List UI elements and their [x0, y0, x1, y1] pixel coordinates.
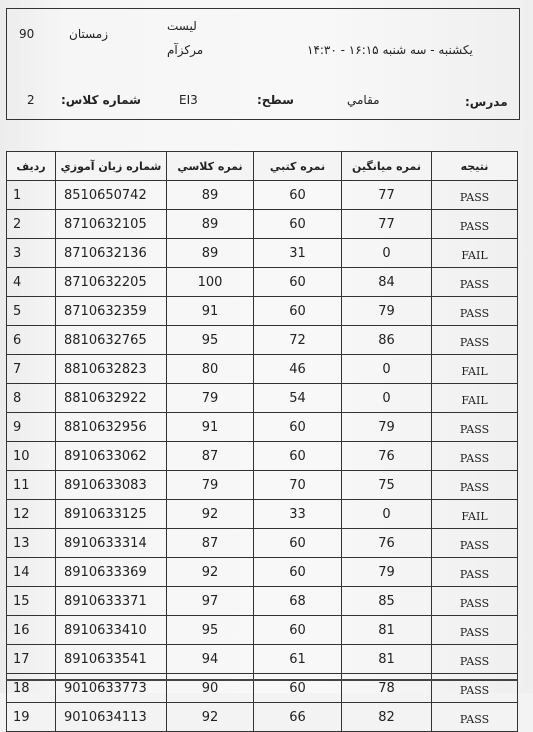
cell-average-score: 85	[342, 587, 432, 616]
cell-student-id: 9010633773	[56, 674, 167, 703]
cell-row-number: 18	[7, 674, 56, 703]
cell-row-number: 12	[7, 500, 56, 529]
cell-student-id: 8710632359	[56, 297, 167, 326]
cell-student-id: 8910633125	[56, 500, 167, 529]
cell-result: PASS	[432, 616, 518, 645]
cell-average-score: 0	[342, 500, 432, 529]
cell-row-number: 16	[7, 616, 56, 645]
table-row	[7, 616, 518, 645]
table-row	[7, 471, 518, 500]
cell-student-id: 8710632136	[56, 239, 167, 268]
table-row	[7, 529, 518, 558]
cell-average-score: 81	[342, 645, 432, 674]
col-header-written-score: نمره كتبي	[254, 152, 342, 181]
cell-average-score: 76	[342, 529, 432, 558]
cell-written-score: 31	[254, 239, 342, 268]
cell-class-score: 89	[167, 181, 254, 210]
cell-student-id: 8510650742	[56, 181, 167, 210]
cell-row-number: 6	[7, 326, 56, 355]
cell-class-score: 90	[167, 674, 254, 703]
table-row	[7, 181, 518, 210]
cell-written-score: 60	[254, 529, 342, 558]
cell-written-score: 33	[254, 500, 342, 529]
cell-class-score: 95	[167, 326, 254, 355]
term-code: 90	[19, 27, 35, 41]
cell-result: PASS	[432, 297, 518, 326]
cell-average-score: 79	[342, 297, 432, 326]
cell-written-score: 60	[254, 210, 342, 239]
bottom-rule	[6, 679, 517, 681]
cell-row-number: 8	[7, 384, 56, 413]
course-mode: مقامي	[347, 93, 380, 107]
cell-student-id: 8910633314	[56, 529, 167, 558]
cell-row-number: 17	[7, 645, 56, 674]
cell-row-number: 2	[7, 210, 56, 239]
table-row	[7, 384, 518, 413]
col-header-class-score: نمره كلاسي	[167, 152, 254, 181]
col-header-row-number: رديف	[7, 152, 56, 181]
cell-class-score: 92	[167, 500, 254, 529]
cell-student-id: 8910633541	[56, 645, 167, 674]
cell-average-score: 84	[342, 268, 432, 297]
cell-written-score: 70	[254, 471, 342, 500]
table-row	[7, 413, 518, 442]
cell-class-score: 95	[167, 616, 254, 645]
table-row	[7, 645, 518, 674]
cell-written-score: 60	[254, 297, 342, 326]
cell-row-number: 14	[7, 558, 56, 587]
cell-class-score: 91	[167, 413, 254, 442]
cell-written-score: 66	[254, 703, 342, 732]
cell-result: FAIL	[432, 500, 518, 529]
cell-written-score: 61	[254, 645, 342, 674]
cell-row-number: 5	[7, 297, 56, 326]
cell-result: PASS	[432, 558, 518, 587]
cell-written-score: 60	[254, 268, 342, 297]
table-row	[7, 326, 518, 355]
cell-average-score: 0	[342, 355, 432, 384]
cell-average-score: 79	[342, 558, 432, 587]
col-header-average-score: نمره ميانگين	[342, 152, 432, 181]
cell-average-score: 81	[342, 616, 432, 645]
cell-average-score: 76	[342, 442, 432, 471]
cell-class-score: 97	[167, 587, 254, 616]
cell-written-score: 60	[254, 442, 342, 471]
cell-result: FAIL	[432, 355, 518, 384]
cell-average-score: 0	[342, 239, 432, 268]
cell-result: PASS	[432, 326, 518, 355]
cell-result: PASS	[432, 181, 518, 210]
cell-student-id: 8910633062	[56, 442, 167, 471]
cell-student-id: 8810632922	[56, 384, 167, 413]
table-row	[7, 239, 518, 268]
cell-result: FAIL	[432, 239, 518, 268]
cell-student-id: 8910633410	[56, 616, 167, 645]
cell-student-id: 8910633083	[56, 471, 167, 500]
cell-result: PASS	[432, 587, 518, 616]
cell-class-score: 89	[167, 210, 254, 239]
table-row	[7, 442, 518, 471]
grades-table	[6, 151, 518, 732]
cell-row-number: 15	[7, 587, 56, 616]
cell-result: PASS	[432, 471, 518, 500]
cell-average-score: 78	[342, 674, 432, 703]
class-number: 2	[27, 93, 35, 107]
level-value: EI3	[179, 93, 198, 107]
season-label: زمستان	[69, 27, 109, 41]
cell-written-score: 46	[254, 355, 342, 384]
list-title: لیست	[167, 19, 197, 33]
cell-average-score: 75	[342, 471, 432, 500]
cell-class-score: 92	[167, 703, 254, 732]
cell-result: PASS	[432, 703, 518, 732]
cell-written-score: 60	[254, 558, 342, 587]
cell-class-score: 89	[167, 239, 254, 268]
cell-written-score: 60	[254, 181, 342, 210]
cell-result: PASS	[432, 645, 518, 674]
table-row	[7, 587, 518, 616]
cell-written-score: 68	[254, 587, 342, 616]
cell-result: PASS	[432, 674, 518, 703]
cell-class-score: 79	[167, 384, 254, 413]
cell-student-id: 8810632956	[56, 413, 167, 442]
class-schedule: یکشنبه - سه شنبه ۱۶:۱۵ - ۱۴:۳۰	[307, 43, 473, 57]
cell-written-score: 60	[254, 674, 342, 703]
cell-row-number: 9	[7, 413, 56, 442]
cell-average-score: 77	[342, 210, 432, 239]
center-name: مرکزآم	[167, 43, 204, 57]
cell-written-score: 60	[254, 616, 342, 645]
table-row	[7, 355, 518, 384]
cell-class-score: 91	[167, 297, 254, 326]
cell-class-score: 92	[167, 558, 254, 587]
cell-row-number: 19	[7, 703, 56, 732]
cell-student-id: 8710632205	[56, 268, 167, 297]
cell-average-score: 77	[342, 181, 432, 210]
table-header-row	[7, 152, 518, 181]
cell-class-score: 80	[167, 355, 254, 384]
cell-student-id: 8710632105	[56, 210, 167, 239]
cell-written-score: 72	[254, 326, 342, 355]
cell-result: FAIL	[432, 384, 518, 413]
cell-class-score: 79	[167, 471, 254, 500]
cell-student-id: 8910633369	[56, 558, 167, 587]
cell-row-number: 11	[7, 471, 56, 500]
cell-student-id: 9010634113	[56, 703, 167, 732]
col-header-student-id: شماره زبان آموزي	[56, 152, 167, 181]
cell-average-score: 0	[342, 384, 432, 413]
cell-class-score: 100	[167, 268, 254, 297]
table-row	[7, 674, 518, 703]
cell-row-number: 13	[7, 529, 56, 558]
cell-result: PASS	[432, 210, 518, 239]
cell-result: PASS	[432, 413, 518, 442]
table-row	[7, 703, 518, 732]
col-header-result: نتيجه	[432, 152, 518, 181]
cell-row-number: 10	[7, 442, 56, 471]
cell-result: PASS	[432, 268, 518, 297]
cell-written-score: 54	[254, 384, 342, 413]
table-row	[7, 268, 518, 297]
cell-row-number: 7	[7, 355, 56, 384]
cell-written-score: 60	[254, 413, 342, 442]
cell-student-id: 8910633371	[56, 587, 167, 616]
cell-class-score: 87	[167, 442, 254, 471]
cell-class-score: 94	[167, 645, 254, 674]
cell-row-number: 3	[7, 239, 56, 268]
table-row	[7, 500, 518, 529]
table-row	[7, 297, 518, 326]
cell-result: PASS	[432, 529, 518, 558]
cell-student-id: 8810632765	[56, 326, 167, 355]
cell-class-score: 87	[167, 529, 254, 558]
cell-student-id: 8810632823	[56, 355, 167, 384]
cell-average-score: 79	[342, 413, 432, 442]
class-number-label: شماره کلاس:	[61, 93, 141, 107]
cell-row-number: 4	[7, 268, 56, 297]
cell-average-score: 86	[342, 326, 432, 355]
level-label: سطح:	[257, 93, 294, 107]
cell-row-number: 1	[7, 181, 56, 210]
cell-result: PASS	[432, 442, 518, 471]
table-row	[7, 558, 518, 587]
cell-average-score: 82	[342, 703, 432, 732]
teacher-label: مدرس:	[465, 95, 508, 109]
table-row	[7, 210, 518, 239]
header-box	[6, 8, 520, 120]
